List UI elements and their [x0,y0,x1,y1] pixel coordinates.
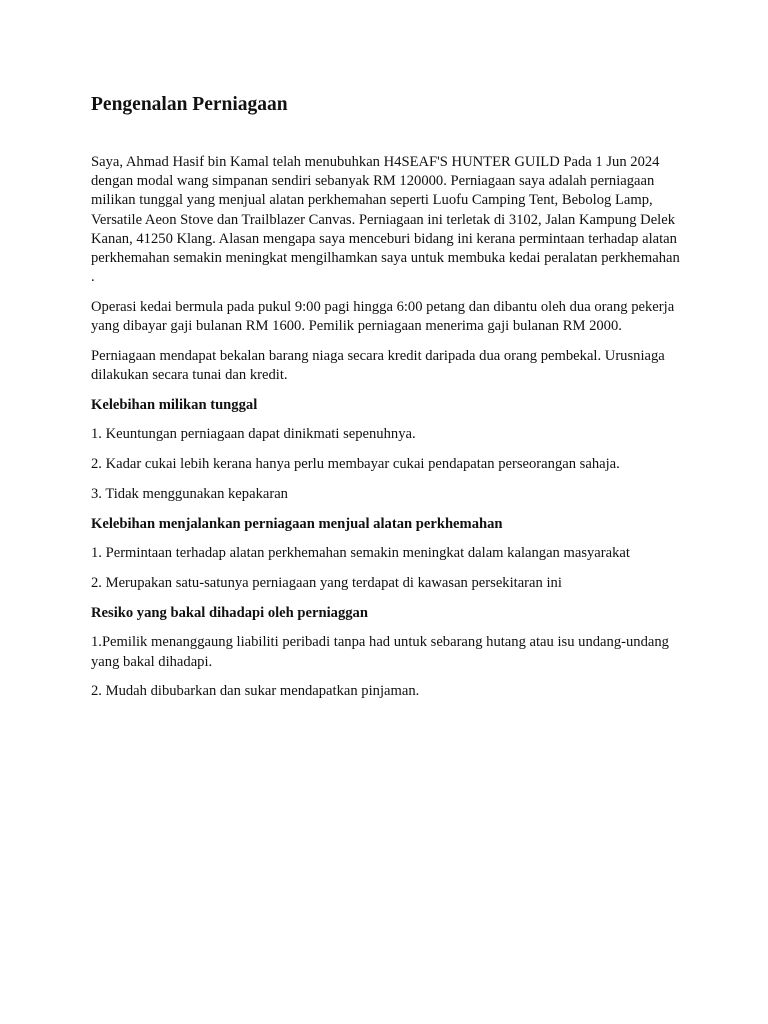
document-title: Pengenalan Perniagaan [91,94,288,115]
section-heading: Kelebihan menjalankan perniagaan menjual alatan perkhemahan [91,515,503,532]
intro-paragraph-supply: Perniagaan mendapat bekalan barang niaga secara kredit daripada dua orang pembekal. Urusniaga dilakukan secara tunai dan kredit. [91,347,665,384]
section-business-risks [91,604,683,702]
intro-paragraph-business-owner: Saya, Ahmad Hasif bin Kamal telah menubuhkan H4SEAF'S HUNTER GUILD Pada 1 Jun 2024 dengan modal wang simpanan sendiri sebanyak RM 120000. Perniagaan saya adalah perniagaan milikan tunggal yang menjual alatan perkhemahan seperti Luofu Camping Tent, Bebolog Lamp, Versatile Aeon Stove dan Trailblazer Canvas. Perniagaan ini terletak di 3102, Jalan Kampung Delek Kanan, 41250 Klang. Alasan mengapa saya menceburi bidang ini kerana permintaan terhadap alatan perkhemahan semakin meningkat mengilhamkan saya untuk membuka kedai peralatan perkhemahan . [91,154,680,286]
list-item: 1. Permintaan terhadap alatan perkhemahan semakin meningkat dalam kalangan masyarakat [91,545,630,562]
list-item: 1. Keuntungan perniagaan dapat dinikmati sepenuhnya. [91,426,416,443]
section-heading: Kelebihan milikan tunggal [91,396,258,413]
section-camping-business-advantages [91,515,683,594]
section-heading: Resiko yang bakal dihadapi oleh perniaggan [91,604,368,621]
list-item: 3. Tidak menggunakan kepakaran [91,485,288,502]
section-sole-proprietorship-advantages [91,396,683,504]
list-item: 1.Pemilik menanggaung liabiliti peribadi tanpa had untuk sebarang hutang atau isu undang-undang yang bakal dihadapi. [91,634,669,670]
intro-paragraph-operations: Operasi kedai bermula pada pukul 9:00 pagi hingga 6:00 petang dan dibantu oleh dua orang pekerja yang dibayar gaji bulanan RM 1600. Pemilik perniagaan menerima gaji bulanan RM 2000. [91,298,675,335]
document-page [91,93,683,712]
list-item: 2. Mudah dibubarkan dan sukar mendapatkan pinjaman. [91,683,420,700]
list-item: 2. Kadar cukai lebih kerana hanya perlu membayar cukai pendapatan perseorangan sahaja. [91,456,620,473]
list-item: 2. Merupakan satu-satunya perniagaan yang terdapat di kawasan persekitaran ini [91,574,562,591]
